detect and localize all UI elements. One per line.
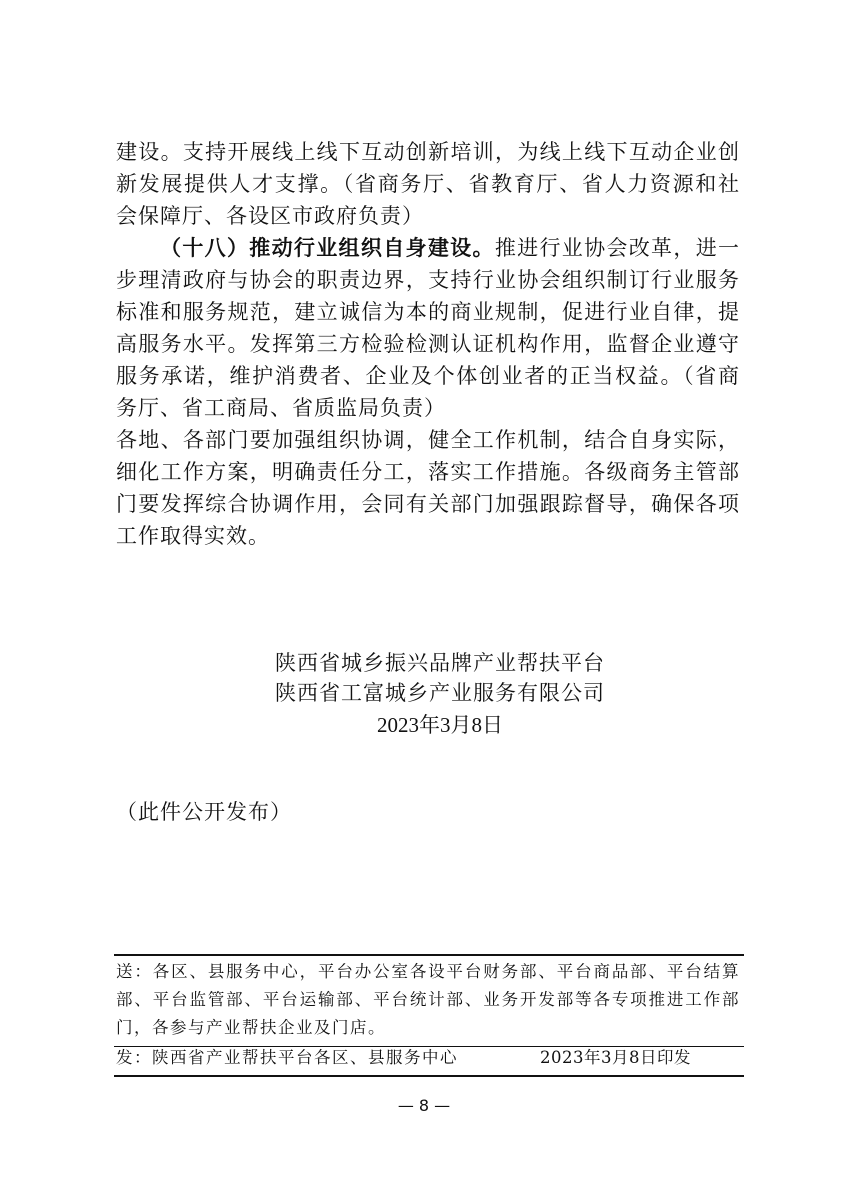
distribution-list: 送：各区、县服务中心，平台办公室各设平台财务部、平台商品部、平台结算部、平台监管部、平台运输部、平台统计部、业务开发部等各专项推进工作部门，各参与产业帮扶企业及门店。	[116, 962, 740, 1037]
closing-paragraph: 各地、各部门要加强组织协调，健全工作机制，结合自身实际，细化工作方案，明确责任分工，落实工作措施。各级商务主管部门要发挥综合协调作用，会同有关部门加强跟踪督导，确保各项工作取得实效。	[116, 428, 740, 548]
section-body: 推进行业协会改革，进一步理清政府与协会的职责边界，支持行业协会组织制订行业服务标准和服务规范，建立诚信为本的商业规制，促进行业自律，提高服务水平。发挥第三方检验检测认证机构作用，监督企业遵守服务承诺，维护消费者、企业及个体创业者的正当权益。（省商务厅、省工商局、省质监局负责）	[116, 236, 741, 420]
issuer: 发：陕西省产业帮扶平台各区、县服务中心	[116, 1048, 458, 1067]
body-paragraph-section-18	[116, 232, 740, 424]
signature-date: 2023年3月8日	[377, 713, 503, 737]
footer-top-rule	[114, 954, 744, 956]
footer-bottom-rule	[114, 1075, 744, 1077]
publish-note: （此件公开发布）	[116, 800, 292, 824]
signature-org-1: 陕西省城乡振兴品牌产业帮扶平台	[275, 651, 605, 675]
page-number: — 8 —	[397, 1096, 451, 1115]
signature-org-2: 陕西省工富城乡产业服务有限公司	[275, 681, 605, 705]
section-heading: （十八）推动行业组织自身建设。	[160, 235, 495, 260]
body-paragraph: 建设。支持开展线上线下互动创新培训，为线上线下互动企业创新发展提供人才支撑。（省商务厅、省教育厅、省人力资源和社会保障厅、各设区市政府负责）	[116, 140, 740, 228]
issue-date: 2023年3月8日印发	[540, 1048, 691, 1067]
